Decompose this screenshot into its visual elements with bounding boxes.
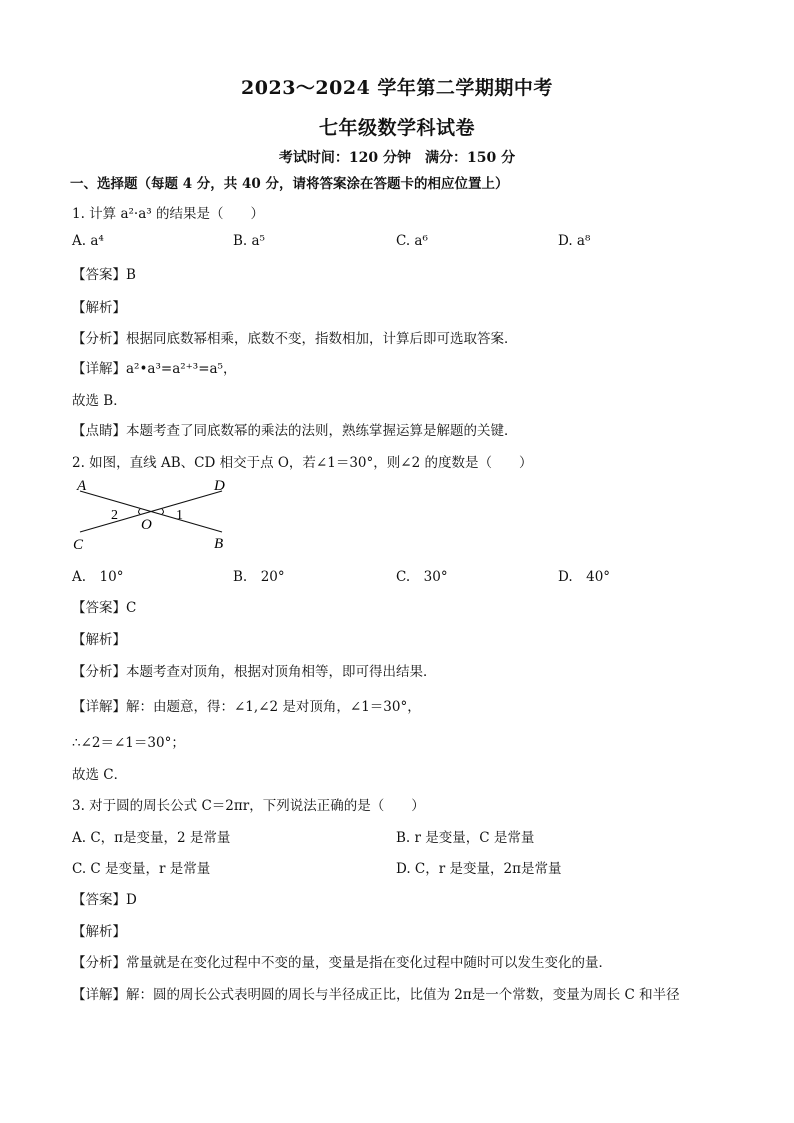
exam-title: 2023～2024 学年第二学期期中考 bbox=[241, 77, 553, 99]
q3-xiangjie: 【详解】解：圆的周长公式表明圆的周长与半径成正比，比值为 2π是一个常数，变量为周长 C 和半径 bbox=[72, 987, 680, 1003]
q1-xiangjie: 【详解】a²•a³=a²⁺³=a⁵， bbox=[72, 361, 237, 377]
label-d: D bbox=[214, 478, 225, 494]
q1-dianjing: 【点睛】本题考查了同底数幂的乘法的法则，熟练掌握运算是解题的关键． bbox=[72, 423, 518, 439]
q2-option-a: A. 10° bbox=[72, 569, 124, 585]
q1-analysis-label: 【解析】 bbox=[72, 300, 126, 316]
q2-answer: 【答案】C bbox=[72, 600, 137, 616]
angle-2-arc bbox=[139, 509, 141, 514]
q1-option-b: B. a⁵ bbox=[233, 233, 265, 249]
q3-option-d: D. C，r 是变量，2π是常量 bbox=[396, 861, 562, 877]
label-a: A bbox=[77, 478, 87, 494]
q2-analysis-label: 【解析】 bbox=[72, 632, 126, 648]
q1-stem: 1. 计算 a²·a³ 的结果是（ ） bbox=[72, 206, 264, 222]
label-b: B bbox=[214, 536, 224, 552]
q2-xiangjie: 【详解】解：由题意，得：∠1,∠2 是对顶角，∠1＝30°， bbox=[72, 699, 421, 715]
q3-analysis-label: 【解析】 bbox=[72, 924, 126, 940]
q1-option-a: A. a⁴ bbox=[72, 233, 104, 249]
q1-option-c: C. a⁶ bbox=[396, 233, 428, 249]
q1-conclusion: 故选 B． bbox=[72, 393, 127, 409]
exam-subtitle: 七年级数学科试卷 bbox=[318, 117, 475, 139]
section-heading: 一、选择题（每题 4 分，共 40 分，请将答案涂在答题卡的相应位置上） bbox=[70, 176, 509, 192]
label-angle-1: 1 bbox=[176, 508, 183, 523]
q3-stem: 3. 对于圆的周长公式 C＝2πr，下列说法正确的是（ ） bbox=[72, 798, 425, 814]
q3-option-a: A. C，π是变量，2 是常量 bbox=[72, 830, 231, 846]
q2-option-d: D. 40° bbox=[558, 569, 611, 585]
q3-option-b: B. r 是变量，C 是常量 bbox=[396, 830, 535, 846]
q3-option-c: C. C 是变量，r 是常量 bbox=[72, 861, 211, 877]
angle-1-arc bbox=[162, 509, 164, 514]
q2-stem: 2. 如图，直线 AB、CD 相交于点 O，若∠1＝30°，则∠2 的度数是（ ） bbox=[72, 455, 533, 471]
q1-option-d: D. a⁸ bbox=[558, 233, 591, 249]
q1-fenxi: 【分析】根据同底数幂相乘，底数不变，指数相加，计算后即可选取答案． bbox=[72, 331, 518, 347]
label-o: O bbox=[141, 517, 152, 533]
label-c: C bbox=[73, 537, 84, 553]
q3-answer: 【答案】D bbox=[72, 892, 137, 908]
q2-fenxi: 【分析】本题考查对顶角，根据对顶角相等，即可得出结果． bbox=[72, 664, 437, 680]
q2-option-b: B. 20° bbox=[233, 569, 285, 585]
label-angle-2: 2 bbox=[111, 508, 118, 523]
q1-answer: 【答案】B bbox=[72, 267, 136, 283]
q3-fenxi: 【分析】常量就是在变化过程中不变的量，变量是指在变化过程中随时可以发生变化的量． bbox=[72, 955, 612, 971]
exam-info: 考试时间：120 分钟 满分：150 分 bbox=[278, 150, 516, 166]
q2-figure bbox=[70, 475, 240, 555]
q2-option-c: C. 30° bbox=[396, 569, 448, 585]
q2-therefore: ∴∠2＝∠1＝30°； bbox=[72, 735, 185, 751]
q2-conclusion: 故选 C． bbox=[72, 767, 128, 783]
